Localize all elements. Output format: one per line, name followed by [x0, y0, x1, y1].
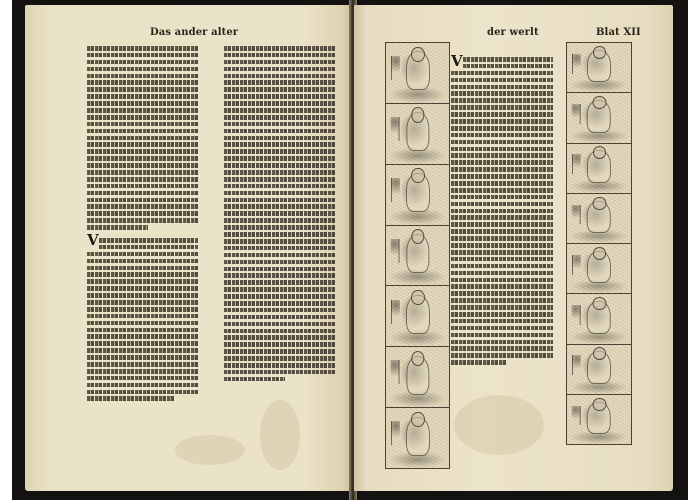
figure-head	[411, 47, 424, 62]
text-line	[451, 243, 553, 248]
figure-head	[593, 297, 607, 310]
text-line	[87, 328, 198, 333]
text-line	[224, 129, 335, 134]
right-running-head: der werlt	[487, 27, 539, 38]
text-line	[87, 279, 198, 284]
text-line	[224, 315, 335, 320]
figure-head	[411, 290, 424, 305]
text-line	[87, 321, 198, 326]
woodcut-illustration	[567, 144, 631, 194]
text-line	[224, 218, 335, 223]
text-line	[224, 198, 335, 203]
text-line	[87, 60, 198, 65]
text-line	[451, 112, 553, 117]
text-line	[451, 91, 553, 96]
woodcut-illustration	[567, 93, 631, 143]
text-line	[224, 287, 335, 292]
plant-motif	[572, 406, 581, 426]
text-line	[87, 211, 198, 216]
text-line	[451, 278, 553, 283]
text-line	[451, 305, 553, 310]
text-line	[451, 236, 553, 241]
text-line	[451, 360, 507, 365]
text-line	[224, 136, 335, 141]
woodcut-illustration	[386, 104, 449, 165]
text-line	[87, 307, 198, 312]
text-line	[99, 245, 198, 250]
text-line	[87, 108, 198, 113]
plant-motif	[391, 178, 400, 202]
text-line	[87, 376, 198, 381]
plant-motif	[572, 255, 581, 275]
left-page-column-1-upper	[87, 46, 198, 232]
text-line	[87, 204, 198, 209]
figure-head	[411, 412, 424, 427]
text-line	[87, 191, 198, 196]
text-line	[87, 142, 198, 147]
text-line	[87, 94, 198, 99]
text-line	[224, 191, 335, 196]
text-line	[224, 225, 335, 230]
text-line	[224, 308, 335, 313]
plant-motif	[572, 355, 581, 375]
text-line	[451, 71, 553, 76]
text-line	[87, 314, 198, 319]
text-line	[451, 85, 553, 90]
text-line	[87, 129, 198, 134]
text-line	[451, 340, 553, 345]
text-line	[451, 271, 553, 276]
text-line	[224, 329, 335, 334]
text-line	[224, 177, 335, 182]
woodcut-illustration	[386, 226, 449, 287]
text-line	[224, 170, 335, 175]
text-line	[451, 250, 553, 255]
text-line	[224, 294, 335, 299]
text-line	[451, 195, 553, 200]
text-line	[451, 257, 553, 262]
text-line	[451, 98, 553, 103]
text-line	[451, 353, 553, 358]
paper-stain	[454, 395, 544, 455]
text-line	[224, 260, 335, 265]
text-line	[451, 174, 553, 179]
plant-motif	[572, 104, 581, 124]
text-line	[451, 126, 553, 131]
text-line	[451, 215, 553, 220]
text-line	[224, 87, 335, 92]
woodcut-illustration	[386, 347, 449, 408]
text-line	[224, 363, 335, 368]
text-line	[463, 57, 553, 62]
plant-motif	[572, 54, 581, 74]
text-line	[87, 101, 198, 106]
text-line	[451, 222, 553, 227]
plant-motif	[391, 300, 400, 324]
text-line	[224, 46, 335, 51]
text-line	[87, 122, 198, 127]
text-line	[451, 147, 553, 152]
text-line	[224, 273, 335, 278]
text-line	[87, 286, 198, 291]
text-line	[87, 163, 198, 168]
text-line	[87, 355, 198, 360]
text-line	[451, 319, 553, 324]
text-line	[224, 342, 335, 347]
plant-motif	[572, 154, 581, 174]
plant-motif	[391, 360, 400, 384]
right-page-text-block	[451, 57, 553, 368]
text-line	[87, 369, 198, 374]
text-line	[451, 119, 553, 124]
plant-motif	[391, 421, 400, 445]
text-line	[87, 115, 198, 120]
text-line	[87, 46, 198, 51]
text-line	[451, 153, 553, 158]
woodcut-illustration	[567, 294, 631, 344]
figure-head	[593, 197, 607, 210]
text-line	[224, 67, 335, 72]
text-line	[224, 253, 335, 258]
woodcut-illustration	[386, 286, 449, 347]
paper-stain	[175, 435, 245, 465]
text-line	[87, 136, 198, 141]
text-line	[451, 284, 553, 289]
text-line	[451, 188, 553, 193]
left-page-column-2	[224, 46, 335, 389]
woodcut-illustration	[567, 345, 631, 395]
text-line	[224, 232, 335, 237]
text-line	[87, 272, 198, 277]
text-line	[451, 202, 553, 207]
text-line	[224, 335, 335, 340]
text-line	[224, 349, 335, 354]
text-line	[224, 53, 335, 58]
woodcut-illustration	[386, 165, 449, 226]
text-line	[224, 149, 335, 154]
text-line	[224, 60, 335, 65]
text-line	[451, 181, 553, 186]
left-page-column-1-lower	[87, 238, 198, 410]
left-running-head: Das ander alter	[150, 27, 239, 38]
plant-motif	[572, 305, 581, 325]
text-line	[87, 396, 174, 401]
text-line	[451, 78, 553, 83]
text-line	[87, 184, 198, 189]
text-line	[87, 170, 198, 175]
woodcut-illustration	[386, 43, 449, 104]
text-line	[224, 94, 335, 99]
text-line	[224, 108, 335, 113]
text-line	[87, 390, 198, 395]
text-line	[87, 252, 198, 257]
figure-head	[593, 46, 607, 59]
text-line	[87, 362, 198, 367]
text-line	[87, 300, 198, 305]
text-line	[87, 348, 198, 353]
text-line	[224, 356, 335, 361]
plant-motif	[391, 56, 400, 80]
text-line	[451, 167, 553, 172]
woodcut-illustration	[567, 43, 631, 93]
figure-head	[593, 398, 607, 411]
text-line	[87, 53, 198, 58]
text-line	[451, 333, 553, 338]
plant-motif	[391, 117, 400, 141]
text-line	[87, 177, 198, 182]
text-line	[87, 156, 198, 161]
text-line	[87, 80, 198, 85]
text-line	[451, 346, 553, 351]
text-line	[224, 322, 335, 327]
text-line	[87, 149, 198, 154]
figure-head	[411, 168, 424, 183]
figure-head	[593, 247, 607, 260]
text-line	[224, 377, 285, 382]
folio-number: Blat XII	[596, 27, 641, 38]
woodcut-column-right	[566, 42, 632, 445]
text-line	[87, 87, 198, 92]
text-line	[451, 133, 553, 138]
text-line	[224, 101, 335, 106]
text-line	[87, 383, 198, 388]
text-line	[451, 312, 553, 317]
text-line	[87, 293, 198, 298]
text-line	[224, 163, 335, 168]
text-line	[87, 266, 198, 271]
text-line	[87, 198, 198, 203]
plant-motif	[391, 239, 400, 263]
text-line	[451, 105, 553, 110]
text-line	[87, 74, 198, 79]
text-line	[224, 122, 335, 127]
woodcut-column-left	[385, 42, 450, 469]
text-line	[451, 264, 553, 269]
text-line	[451, 209, 553, 214]
text-line	[87, 67, 198, 72]
woodcut-illustration	[567, 244, 631, 294]
text-line	[224, 142, 335, 147]
text-line	[224, 211, 335, 216]
text-line	[451, 229, 553, 234]
text-line	[87, 259, 198, 264]
text-line	[451, 140, 553, 145]
plant-motif	[572, 205, 581, 225]
text-line	[87, 341, 198, 346]
text-line	[224, 267, 335, 272]
paper-stain	[260, 400, 300, 470]
figure-head	[593, 96, 607, 109]
text-line	[224, 184, 335, 189]
text-line	[224, 246, 335, 251]
text-line	[224, 74, 335, 79]
text-line	[224, 115, 335, 120]
text-line	[451, 160, 553, 165]
woodcut-illustration	[567, 395, 631, 444]
drop-cap: V	[451, 52, 463, 70]
text-line	[87, 225, 148, 230]
text-line	[463, 64, 553, 69]
text-line	[451, 298, 553, 303]
woodcut-illustration	[386, 408, 449, 468]
text-line	[451, 326, 553, 331]
text-line	[451, 291, 553, 296]
text-line	[224, 280, 335, 285]
text-line	[87, 334, 198, 339]
text-line	[87, 218, 198, 223]
text-line	[224, 156, 335, 161]
text-line	[224, 80, 335, 85]
text-line	[224, 204, 335, 209]
text-line	[99, 238, 198, 243]
text-line	[224, 239, 335, 244]
woodcut-illustration	[567, 194, 631, 244]
drop-cap: V	[87, 231, 99, 249]
text-line	[224, 301, 335, 306]
text-line	[224, 370, 335, 375]
